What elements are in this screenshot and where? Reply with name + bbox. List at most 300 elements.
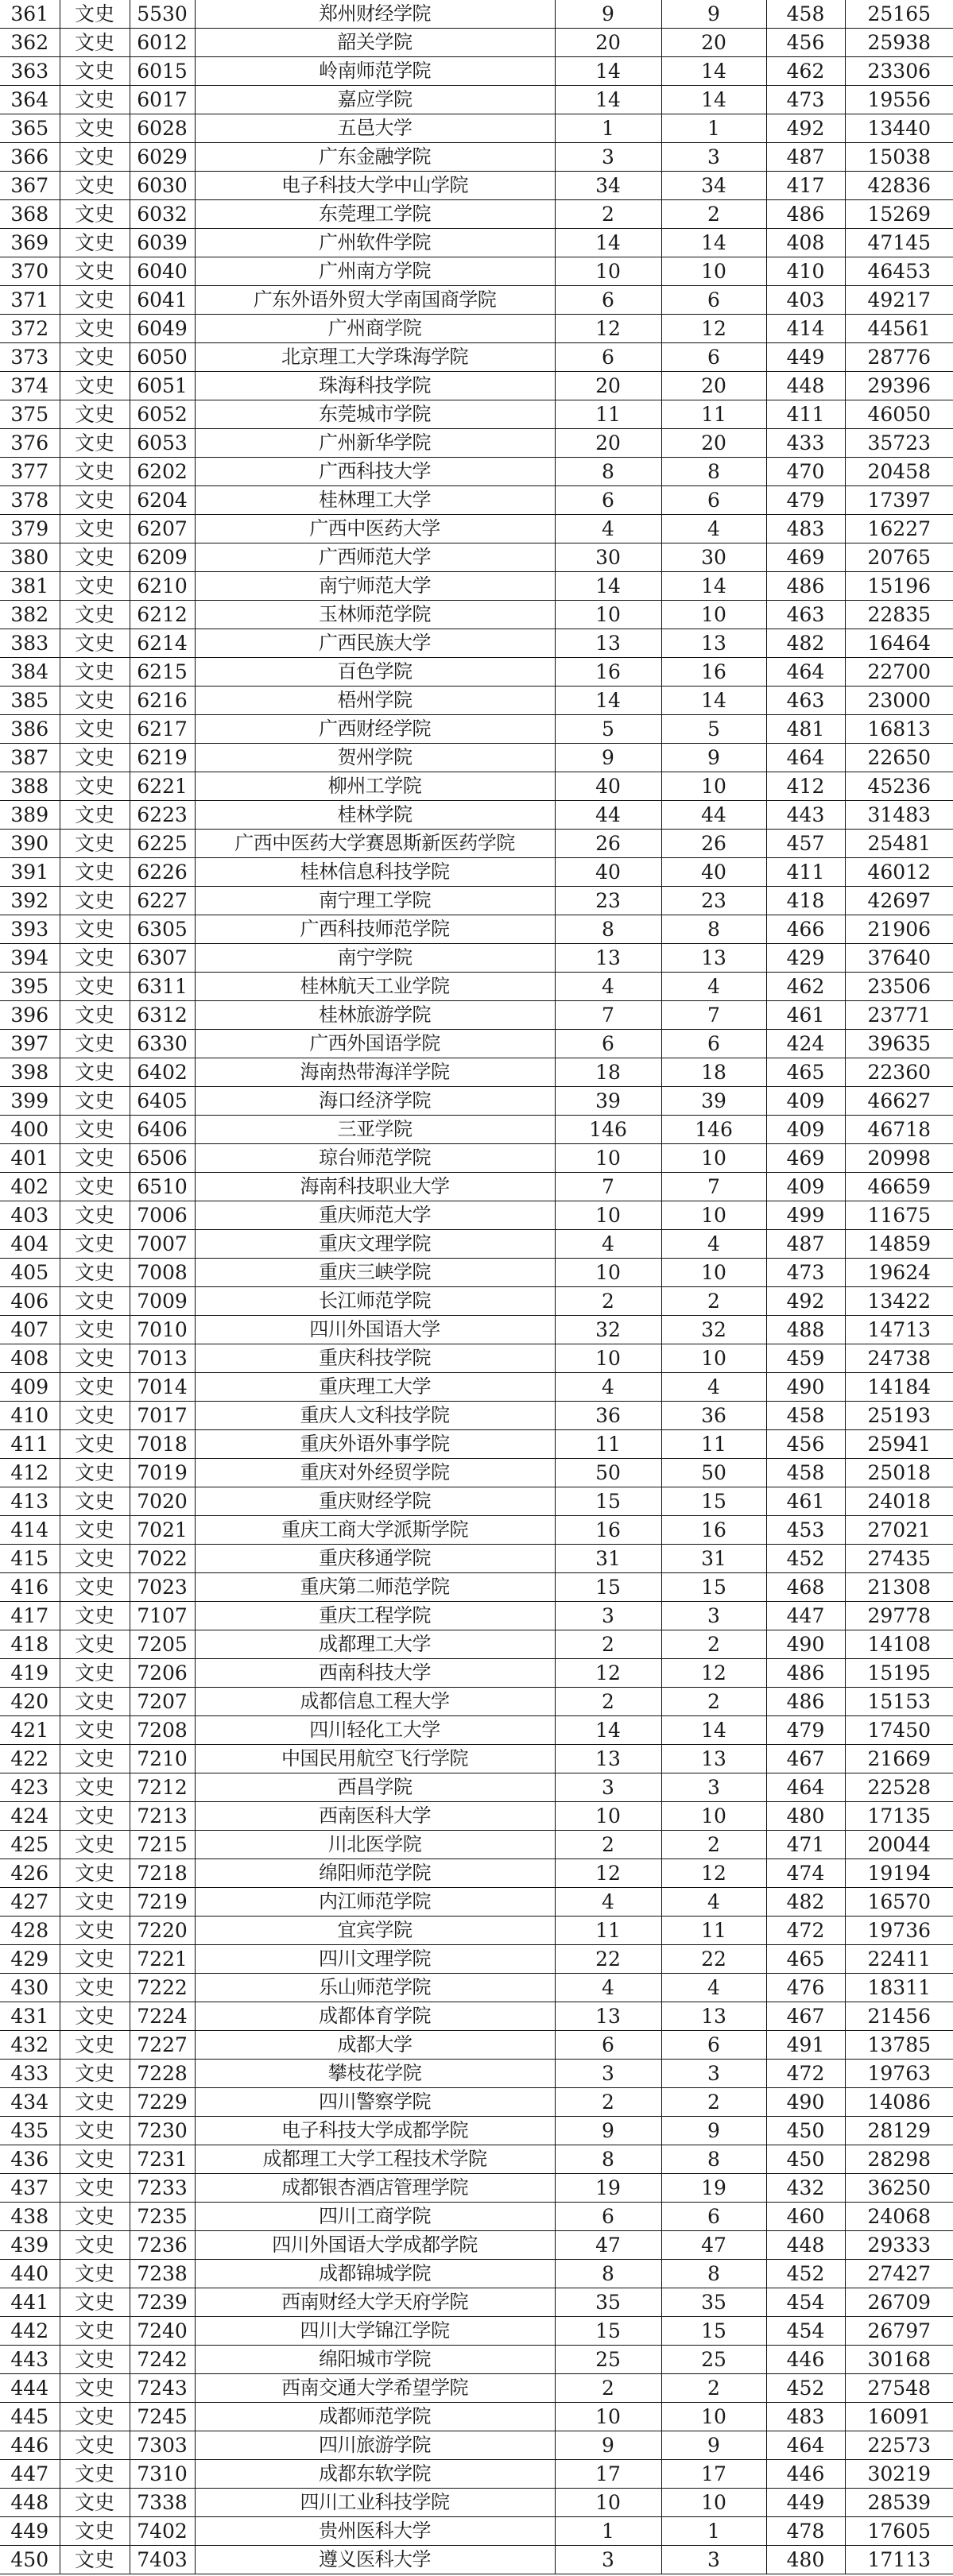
subject-type-cell: 文史 xyxy=(60,1602,130,1630)
school-name-cell: 贺州学院 xyxy=(195,744,555,772)
min-rank-cell: 23771 xyxy=(845,1001,953,1030)
school-name-cell: 南宁师范大学 xyxy=(195,572,555,601)
min-rank-cell: 24738 xyxy=(845,1344,953,1373)
subject-type-cell: 文史 xyxy=(60,687,130,715)
row-number-cell: 404 xyxy=(0,1230,60,1259)
subject-type-cell: 文史 xyxy=(60,86,130,114)
row-number-cell: 378 xyxy=(0,486,60,515)
school-name-cell: 中国民用航空飞行学院 xyxy=(195,1745,555,1773)
table-row xyxy=(0,286,953,315)
subject-type-cell: 文史 xyxy=(60,2060,130,2088)
school-name-cell: 四川轻化工大学 xyxy=(195,1716,555,1745)
school-code-cell: 7222 xyxy=(130,1974,195,2002)
school-name-cell: 西昌学院 xyxy=(195,1773,555,1802)
min-rank-cell: 17397 xyxy=(845,486,953,515)
table-row xyxy=(0,2145,953,2174)
min-score-cell: 462 xyxy=(766,973,845,1001)
row-number-cell: 450 xyxy=(0,2546,60,2574)
plan-count-cell: 9 xyxy=(555,2117,661,2145)
plan-count-cell: 16 xyxy=(555,658,661,687)
admitted-count-cell: 26 xyxy=(661,830,766,858)
row-number-cell: 390 xyxy=(0,830,60,858)
min-score-cell: 471 xyxy=(766,1831,845,1859)
min-rank-cell: 23000 xyxy=(845,687,953,715)
school-code-cell: 7207 xyxy=(130,1688,195,1716)
plan-count-cell: 10 xyxy=(555,1344,661,1373)
admitted-count-cell: 14 xyxy=(661,86,766,114)
row-number-cell: 401 xyxy=(0,1144,60,1173)
subject-type-cell: 文史 xyxy=(60,143,130,172)
table-row xyxy=(0,2060,953,2088)
table-row xyxy=(0,2117,953,2145)
table-row xyxy=(0,601,953,629)
row-number-cell: 432 xyxy=(0,2031,60,2060)
subject-type-cell: 文史 xyxy=(60,2546,130,2574)
row-number-cell: 362 xyxy=(0,29,60,57)
subject-type-cell: 文史 xyxy=(60,1373,130,1402)
school-code-cell: 7205 xyxy=(130,1630,195,1659)
min-score-cell: 461 xyxy=(766,1487,845,1516)
plan-count-cell: 15 xyxy=(555,2317,661,2346)
table-row xyxy=(0,2317,953,2346)
school-code-cell: 6215 xyxy=(130,658,195,687)
row-number-cell: 364 xyxy=(0,86,60,114)
admitted-count-cell: 14 xyxy=(661,572,766,601)
school-code-cell: 7229 xyxy=(130,2088,195,2117)
school-name-cell: 成都理工大学 xyxy=(195,1630,555,1659)
plan-count-cell: 12 xyxy=(555,1859,661,1888)
row-number-cell: 429 xyxy=(0,1945,60,1974)
min-score-cell: 463 xyxy=(766,687,845,715)
subject-type-cell: 文史 xyxy=(60,2288,130,2317)
table-row xyxy=(0,1287,953,1316)
table-row xyxy=(0,1001,953,1030)
min-rank-cell: 46659 xyxy=(845,1173,953,1201)
min-score-cell: 483 xyxy=(766,2403,845,2431)
subject-type-cell: 文史 xyxy=(60,2231,130,2260)
school-code-cell: 6040 xyxy=(130,257,195,286)
table-row xyxy=(0,1831,953,1859)
row-number-cell: 388 xyxy=(0,772,60,801)
plan-count-cell: 10 xyxy=(555,2489,661,2517)
subject-type-cell: 文史 xyxy=(60,1888,130,1917)
school-code-cell: 6041 xyxy=(130,286,195,315)
row-number-cell: 386 xyxy=(0,715,60,744)
subject-type-cell: 文史 xyxy=(60,1201,130,1230)
row-number-cell: 392 xyxy=(0,887,60,915)
min-rank-cell: 17450 xyxy=(845,1716,953,1745)
plan-count-cell: 23 xyxy=(555,887,661,915)
subject-type-cell: 文史 xyxy=(60,1659,130,1688)
min-score-cell: 403 xyxy=(766,286,845,315)
subject-type-cell: 文史 xyxy=(60,1831,130,1859)
table-row xyxy=(0,0,953,29)
subject-type-cell: 文史 xyxy=(60,2031,130,2060)
row-number-cell: 423 xyxy=(0,1773,60,1802)
row-number-cell: 443 xyxy=(0,2346,60,2374)
school-code-cell: 7018 xyxy=(130,1430,195,1459)
plan-count-cell: 12 xyxy=(555,1659,661,1688)
school-name-cell: 重庆三峡学院 xyxy=(195,1259,555,1287)
min-rank-cell: 16227 xyxy=(845,515,953,543)
school-name-cell: 长江师范学院 xyxy=(195,1287,555,1316)
school-code-cell: 6510 xyxy=(130,1173,195,1201)
admitted-count-cell: 9 xyxy=(661,744,766,772)
plan-count-cell: 15 xyxy=(555,1573,661,1602)
school-name-cell: 广西外国语学院 xyxy=(195,1030,555,1058)
min-score-cell: 491 xyxy=(766,2031,845,2060)
row-number-cell: 366 xyxy=(0,143,60,172)
school-name-cell: 海口经济学院 xyxy=(195,1087,555,1116)
plan-count-cell: 16 xyxy=(555,1516,661,1545)
admitted-count-cell: 10 xyxy=(661,1201,766,1230)
min-rank-cell: 45236 xyxy=(845,772,953,801)
table-row xyxy=(0,1917,953,1945)
row-number-cell: 381 xyxy=(0,572,60,601)
admitted-count-cell: 6 xyxy=(661,2031,766,2060)
min-score-cell: 446 xyxy=(766,2460,845,2489)
row-number-cell: 382 xyxy=(0,601,60,629)
school-code-cell: 7227 xyxy=(130,2031,195,2060)
row-number-cell: 395 xyxy=(0,973,60,1001)
school-code-cell: 6214 xyxy=(130,629,195,658)
subject-type-cell: 文史 xyxy=(60,2174,130,2203)
min-rank-cell: 27021 xyxy=(845,1516,953,1545)
min-score-cell: 417 xyxy=(766,172,845,200)
min-score-cell: 476 xyxy=(766,1974,845,2002)
table-row xyxy=(0,114,953,143)
plan-count-cell: 15 xyxy=(555,1487,661,1516)
table-row xyxy=(0,2231,953,2260)
subject-type-cell: 文史 xyxy=(60,2317,130,2346)
admitted-count-cell: 12 xyxy=(661,315,766,343)
min-score-cell: 410 xyxy=(766,257,845,286)
min-rank-cell: 27435 xyxy=(845,1545,953,1573)
min-score-cell: 446 xyxy=(766,2346,845,2374)
min-rank-cell: 46627 xyxy=(845,1087,953,1116)
row-number-cell: 371 xyxy=(0,286,60,315)
admitted-count-cell: 4 xyxy=(661,1373,766,1402)
school-code-cell: 7230 xyxy=(130,2117,195,2145)
row-number-cell: 416 xyxy=(0,1573,60,1602)
min-rank-cell: 27427 xyxy=(845,2260,953,2288)
school-name-cell: 四川工商学院 xyxy=(195,2203,555,2231)
admitted-count-cell: 18 xyxy=(661,1058,766,1087)
school-code-cell: 6051 xyxy=(130,372,195,400)
min-rank-cell: 29333 xyxy=(845,2231,953,2260)
table-row xyxy=(0,1173,953,1201)
admitted-count-cell: 4 xyxy=(661,515,766,543)
min-rank-cell: 16091 xyxy=(845,2403,953,2431)
admitted-count-cell: 4 xyxy=(661,1230,766,1259)
school-name-cell: 广西财经学院 xyxy=(195,715,555,744)
admitted-count-cell: 2 xyxy=(661,200,766,229)
min-rank-cell: 13422 xyxy=(845,1287,953,1316)
table-row xyxy=(0,2174,953,2203)
table-row xyxy=(0,172,953,200)
plan-count-cell: 6 xyxy=(555,1030,661,1058)
school-code-cell: 6049 xyxy=(130,315,195,343)
min-score-cell: 454 xyxy=(766,2288,845,2317)
min-rank-cell: 19763 xyxy=(845,2060,953,2088)
plan-count-cell: 6 xyxy=(555,286,661,315)
school-code-cell: 6204 xyxy=(130,486,195,515)
table-row xyxy=(0,86,953,114)
min-score-cell: 448 xyxy=(766,372,845,400)
admitted-count-cell: 2 xyxy=(661,1287,766,1316)
plan-count-cell: 35 xyxy=(555,2288,661,2317)
row-number-cell: 375 xyxy=(0,400,60,429)
plan-count-cell: 4 xyxy=(555,1888,661,1917)
school-name-cell: 重庆理工大学 xyxy=(195,1373,555,1402)
school-name-cell: 桂林理工大学 xyxy=(195,486,555,515)
school-name-cell: 广西民族大学 xyxy=(195,629,555,658)
row-number-cell: 385 xyxy=(0,687,60,715)
min-rank-cell: 21456 xyxy=(845,2002,953,2031)
school-code-cell: 7020 xyxy=(130,1487,195,1516)
school-name-cell: 内江师范学院 xyxy=(195,1888,555,1917)
school-name-cell: 广州南方学院 xyxy=(195,257,555,286)
row-number-cell: 448 xyxy=(0,2489,60,2517)
plan-count-cell: 2 xyxy=(555,1688,661,1716)
row-number-cell: 372 xyxy=(0,315,60,343)
school-code-cell: 7019 xyxy=(130,1459,195,1487)
plan-count-cell: 2 xyxy=(555,1630,661,1659)
admitted-count-cell: 9 xyxy=(661,2117,766,2145)
row-number-cell: 447 xyxy=(0,2460,60,2489)
table-row xyxy=(0,543,953,572)
school-name-cell: 四川外国语大学成都学院 xyxy=(195,2231,555,2260)
plan-count-cell: 50 xyxy=(555,1459,661,1487)
min-rank-cell: 14859 xyxy=(845,1230,953,1259)
school-code-cell: 6032 xyxy=(130,200,195,229)
subject-type-cell: 文史 xyxy=(60,315,130,343)
admitted-count-cell: 10 xyxy=(661,2403,766,2431)
subject-type-cell: 文史 xyxy=(60,2117,130,2145)
admitted-count-cell: 4 xyxy=(661,973,766,1001)
min-score-cell: 464 xyxy=(766,1773,845,1802)
admitted-count-cell: 2 xyxy=(661,2088,766,2117)
table-row xyxy=(0,2346,953,2374)
school-name-cell: 嘉应学院 xyxy=(195,86,555,114)
school-name-cell: 成都信息工程大学 xyxy=(195,1688,555,1716)
table-row xyxy=(0,2546,953,2574)
school-name-cell: 广西中医药大学 xyxy=(195,515,555,543)
school-name-cell: 桂林航天工业学院 xyxy=(195,973,555,1001)
admitted-count-cell: 7 xyxy=(661,1173,766,1201)
min-rank-cell: 22835 xyxy=(845,601,953,629)
min-score-cell: 490 xyxy=(766,2088,845,2117)
school-code-cell: 7107 xyxy=(130,1602,195,1630)
row-number-cell: 391 xyxy=(0,858,60,887)
plan-count-cell: 9 xyxy=(555,2431,661,2460)
plan-count-cell: 8 xyxy=(555,458,661,486)
row-number-cell: 419 xyxy=(0,1659,60,1688)
plan-count-cell: 2 xyxy=(555,1831,661,1859)
min-score-cell: 449 xyxy=(766,343,845,372)
table-row xyxy=(0,343,953,372)
school-name-cell: 贵州医科大学 xyxy=(195,2517,555,2546)
admitted-count-cell: 11 xyxy=(661,1430,766,1459)
school-name-cell: 柳州工学院 xyxy=(195,772,555,801)
row-number-cell: 410 xyxy=(0,1402,60,1430)
table-row xyxy=(0,1773,953,1802)
min-score-cell: 456 xyxy=(766,1430,845,1459)
school-name-cell: 广西师范大学 xyxy=(195,543,555,572)
plan-count-cell: 26 xyxy=(555,830,661,858)
school-name-cell: 西南交通大学希望学院 xyxy=(195,2374,555,2403)
school-code-cell: 7242 xyxy=(130,2346,195,2374)
plan-count-cell: 18 xyxy=(555,1058,661,1087)
subject-type-cell: 文史 xyxy=(60,830,130,858)
school-name-cell: 重庆科技学院 xyxy=(195,1344,555,1373)
school-code-cell: 7235 xyxy=(130,2203,195,2231)
row-number-cell: 398 xyxy=(0,1058,60,1087)
admitted-count-cell: 34 xyxy=(661,172,766,200)
min-score-cell: 450 xyxy=(766,2145,845,2174)
row-number-cell: 449 xyxy=(0,2517,60,2546)
subject-type-cell: 文史 xyxy=(60,973,130,1001)
school-code-cell: 6207 xyxy=(130,515,195,543)
row-number-cell: 389 xyxy=(0,801,60,830)
school-name-cell: 桂林学院 xyxy=(195,801,555,830)
school-code-cell: 7303 xyxy=(130,2431,195,2460)
table-row xyxy=(0,1516,953,1545)
row-number-cell: 427 xyxy=(0,1888,60,1917)
table-row xyxy=(0,400,953,429)
table-row xyxy=(0,1459,953,1487)
school-code-cell: 7009 xyxy=(130,1287,195,1316)
admitted-count-cell: 16 xyxy=(661,1516,766,1545)
admitted-count-cell: 10 xyxy=(661,601,766,629)
min-rank-cell: 25193 xyxy=(845,1402,953,1430)
subject-type-cell: 文史 xyxy=(60,372,130,400)
min-rank-cell: 25018 xyxy=(845,1459,953,1487)
school-name-cell: 五邑大学 xyxy=(195,114,555,143)
subject-type-cell: 文史 xyxy=(60,944,130,973)
school-code-cell: 6216 xyxy=(130,687,195,715)
school-code-cell: 6330 xyxy=(130,1030,195,1058)
school-name-cell: 南宁理工学院 xyxy=(195,887,555,915)
table-row xyxy=(0,658,953,687)
plan-count-cell: 14 xyxy=(555,687,661,715)
school-code-cell: 7220 xyxy=(130,1917,195,1945)
table-row xyxy=(0,2431,953,2460)
school-code-cell: 7023 xyxy=(130,1573,195,1602)
min-score-cell: 409 xyxy=(766,1116,845,1144)
plan-count-cell: 14 xyxy=(555,1716,661,1745)
school-code-cell: 7245 xyxy=(130,2403,195,2431)
min-score-cell: 411 xyxy=(766,400,845,429)
school-code-cell: 7213 xyxy=(130,1802,195,1831)
subject-type-cell: 文史 xyxy=(60,887,130,915)
min-score-cell: 490 xyxy=(766,1373,845,1402)
row-number-cell: 368 xyxy=(0,200,60,229)
admitted-count-cell: 8 xyxy=(661,915,766,944)
school-code-cell: 6219 xyxy=(130,744,195,772)
min-score-cell: 478 xyxy=(766,2517,845,2546)
school-code-cell: 6227 xyxy=(130,887,195,915)
admitted-count-cell: 6 xyxy=(661,343,766,372)
school-code-cell: 6210 xyxy=(130,572,195,601)
min-score-cell: 487 xyxy=(766,143,845,172)
table-row xyxy=(0,715,953,744)
school-code-cell: 7240 xyxy=(130,2317,195,2346)
min-score-cell: 470 xyxy=(766,458,845,486)
plan-count-cell: 9 xyxy=(555,744,661,772)
plan-count-cell: 32 xyxy=(555,1316,661,1344)
table-row xyxy=(0,2288,953,2317)
admitted-count-cell: 20 xyxy=(661,429,766,458)
school-code-cell: 6307 xyxy=(130,944,195,973)
school-code-cell: 7238 xyxy=(130,2260,195,2288)
plan-count-cell: 3 xyxy=(555,143,661,172)
table-row xyxy=(0,2203,953,2231)
school-code-cell: 7239 xyxy=(130,2288,195,2317)
school-code-cell: 7338 xyxy=(130,2489,195,2517)
row-number-cell: 442 xyxy=(0,2317,60,2346)
min-score-cell: 466 xyxy=(766,915,845,944)
min-rank-cell: 19556 xyxy=(845,86,953,114)
admitted-count-cell: 146 xyxy=(661,1116,766,1144)
admitted-count-cell: 7 xyxy=(661,1001,766,1030)
min-score-cell: 482 xyxy=(766,1888,845,1917)
plan-count-cell: 20 xyxy=(555,29,661,57)
school-name-cell: 琼台师范学院 xyxy=(195,1144,555,1173)
min-rank-cell: 16464 xyxy=(845,629,953,658)
school-name-cell: 重庆工程学院 xyxy=(195,1602,555,1630)
school-code-cell: 6402 xyxy=(130,1058,195,1087)
school-name-cell: 广州商学院 xyxy=(195,315,555,343)
school-code-cell: 6221 xyxy=(130,772,195,801)
min-rank-cell: 25481 xyxy=(845,830,953,858)
plan-count-cell: 8 xyxy=(555,2260,661,2288)
row-number-cell: 377 xyxy=(0,458,60,486)
table-row xyxy=(0,315,953,343)
min-rank-cell: 24068 xyxy=(845,2203,953,2231)
plan-count-cell: 14 xyxy=(555,86,661,114)
subject-type-cell: 文史 xyxy=(60,1487,130,1516)
admitted-count-cell: 1 xyxy=(661,2517,766,2546)
school-name-cell: 重庆移通学院 xyxy=(195,1545,555,1573)
admitted-count-cell: 19 xyxy=(661,2174,766,2203)
min-rank-cell: 19194 xyxy=(845,1859,953,1888)
admitted-count-cell: 31 xyxy=(661,1545,766,1573)
plan-count-cell: 6 xyxy=(555,2203,661,2231)
row-number-cell: 402 xyxy=(0,1173,60,1201)
row-number-cell: 412 xyxy=(0,1459,60,1487)
plan-count-cell: 6 xyxy=(555,2031,661,2060)
min-rank-cell: 14184 xyxy=(845,1373,953,1402)
admitted-count-cell: 17 xyxy=(661,2460,766,2489)
school-code-cell: 7231 xyxy=(130,2145,195,2174)
min-score-cell: 443 xyxy=(766,801,845,830)
subject-type-cell: 文史 xyxy=(60,29,130,57)
subject-type-cell: 文史 xyxy=(60,458,130,486)
table-row xyxy=(0,1802,953,1831)
admitted-count-cell: 1 xyxy=(661,114,766,143)
row-number-cell: 363 xyxy=(0,57,60,86)
table-row xyxy=(0,2031,953,2060)
admitted-count-cell: 8 xyxy=(661,2145,766,2174)
subject-type-cell: 文史 xyxy=(60,1030,130,1058)
school-code-cell: 7010 xyxy=(130,1316,195,1344)
table-row xyxy=(0,1974,953,2002)
table-row xyxy=(0,1144,953,1173)
min-rank-cell: 14108 xyxy=(845,1630,953,1659)
subject-type-cell: 文史 xyxy=(60,2346,130,2374)
row-number-cell: 361 xyxy=(0,0,60,29)
